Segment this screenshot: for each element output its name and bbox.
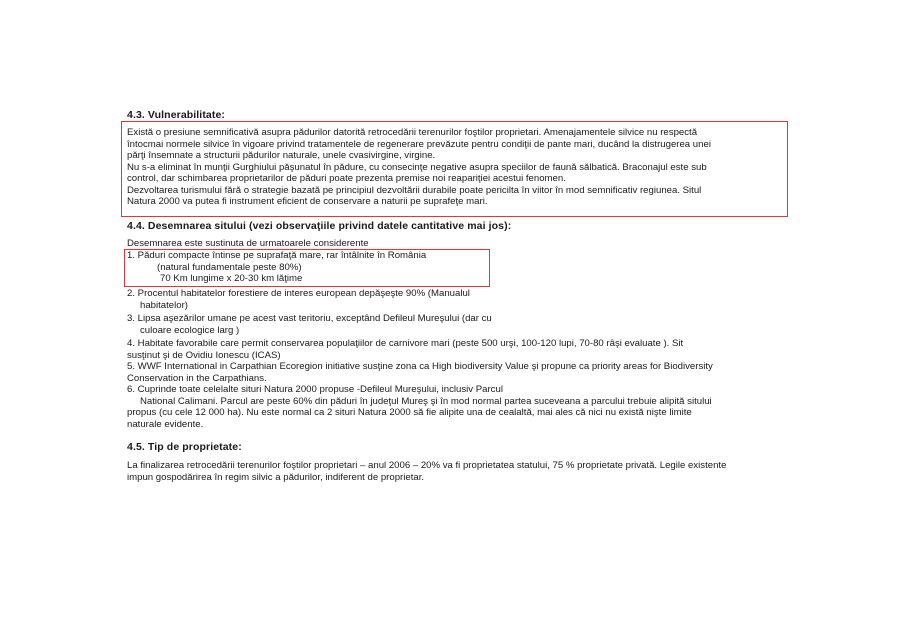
section-4-5-body <box>127 460 726 483</box>
text-line: La finalizarea retrocedării terenurilor foştilor proprietari – anul 2006 – 20% va fi proprietatea statului, 75 % proprietate privată. Legile existente <box>127 460 727 471</box>
text-line: Nu s-a eliminat în munţii Gurghiului păşunatul în pădure, cu consecinţe negative asupra speciilor de faună sălbatică. Braconajul este sub <box>127 161 707 173</box>
section-4-3-body <box>127 127 711 208</box>
text-line: control, dar schimbarea proprietarilor de păduri poate prezenta premise noi reapariţiei acestui fenomen. <box>127 173 566 184</box>
item-line: habitatelor) <box>140 299 188 311</box>
item-line: 1. Păduri compacte întinse pe suprafaţă mare, rar întâlnite în România <box>127 250 427 261</box>
item-line: 5. WWF International in Carpathian Ecoregion initiative susţine zona ca High biodiversity Value şi propune ca priority areas for Biodiversity <box>127 361 713 372</box>
item-line: 70 Km lungime x 20-30 km lăţime <box>160 273 303 284</box>
item-line: 6. Cuprinde toate celelalte situri Natura 2000 propuse -Defileul Mureşului, inclusiv Parcul <box>127 384 503 395</box>
text-line: întocmai normele silvice în vigoare privind tratamentele de regenerare prevăzute pentru condiţii de pante mari, ducând la distrugerea unei <box>127 138 711 150</box>
item-line: (natural fundamentale peste 80%) <box>157 261 302 273</box>
item-line: National Calimani. Parcul are peste 60% din păduri în judeţul Mureş şi în mod normal partea suceveana a parcului trebuie alipită sitului <box>140 395 712 407</box>
text-line: părţi însemnate a structurii pădurilor naturale, unele cvasivirgine, virgine. <box>127 150 436 161</box>
item-line: culoare ecologice larg ) <box>140 324 240 336</box>
text-line: impun gospodărirea în regim silvic a pădurilor, indiferent de proprietar. <box>127 471 425 483</box>
text-line: Există o presiune semnificativă asupra pădurilor datorită retrocedării terenurilor foştilor proprietari. Amenajamentele silvice nu respectă <box>127 127 698 138</box>
item-line: 4. Habitate favorabile care permit conservarea populaţiilor de carnivore mari (peste 500 urşi, 100-120 lupi, 70-80 râşi evaluate ). Sit <box>127 338 684 349</box>
section-4-4-intro <box>127 238 369 250</box>
item-line: Conservation in the Carpathians. <box>127 372 267 384</box>
item-line: susţinut şi de Ovidiu Ionescu (ICAS) <box>127 349 281 361</box>
item-line: 2. Procentul habitatelor forestiere de interes european depăşeşte 90% (Manualul <box>127 288 470 299</box>
section-4-5-heading: 4.5. Tip de proprietate: <box>127 441 242 453</box>
section-4-3-heading: 4.3. Vulnerabilitate: <box>127 109 225 121</box>
item-line: propus (cu cele 12 000 ha). Nu este normal ca 2 situri Natura 2000 să fie alipite una de cealaltă, mai ales că nici nu există nişte limite <box>127 407 692 418</box>
section-4-4-heading: 4.4. Desemnarea sitului (vezi observaţiile privind datele cantitative mai jos): <box>127 220 512 232</box>
list-item-1 <box>127 250 426 285</box>
item-line: 3. Lipsa aşezărilor umane pe acest vast teritoriu, exceptând Defileul Mureşului (dar cu <box>127 313 492 324</box>
text-line: Natura 2000 va putea fi instrument eficient de conservare a naturii pe suprafeţe mari. <box>127 196 488 207</box>
intro-line: Desemnarea este sustinuta de urmatoarele considerente <box>127 238 369 249</box>
list-items-2-6 <box>127 288 713 430</box>
text-line: Dezvoltarea turismului fără o strategie bazată pe principiul dezvoltării durabile poate pericilta în viitor în mod semnificativ regiunea. Situl <box>127 184 702 196</box>
item-line: naturale evidente. <box>127 418 204 430</box>
